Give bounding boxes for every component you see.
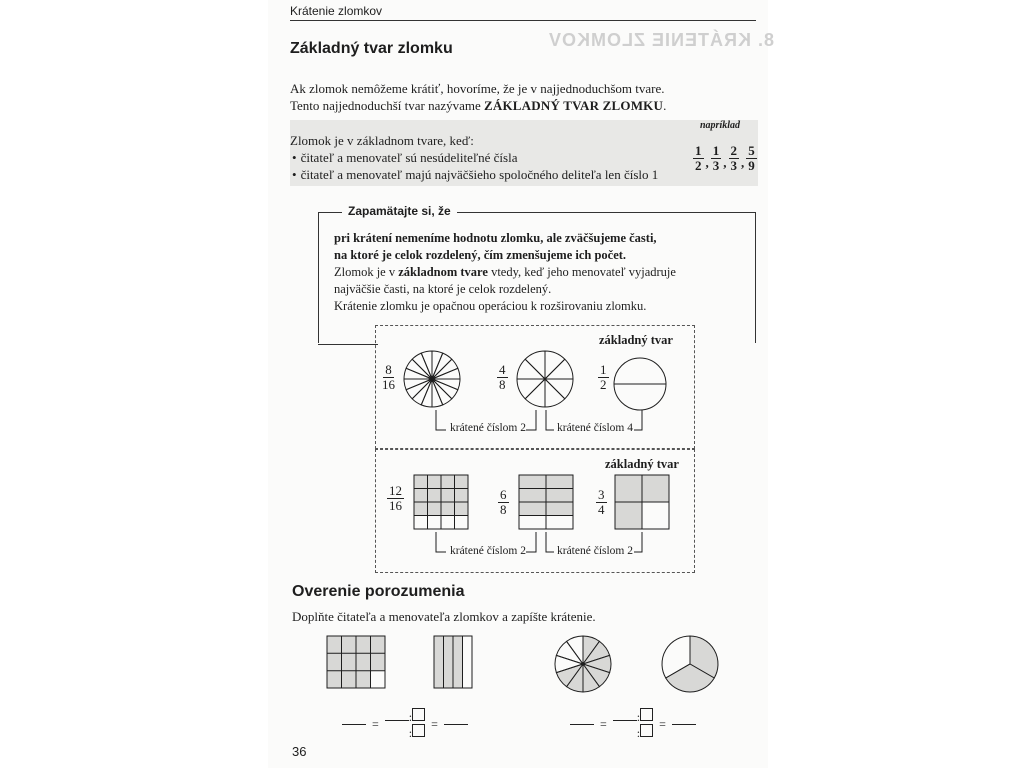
definition-text [290, 132, 690, 183]
divisor-box[interactable] [412, 708, 425, 721]
circle-2-parts [612, 356, 668, 412]
answer-fraction[interactable] [672, 723, 696, 726]
fraction-12-16: $\frac{12}{16}$ [389, 483, 402, 513]
reduction-inputs[interactable]: : : [613, 708, 653, 740]
basic-form-label: základný tvar [605, 457, 679, 471]
grid-8-parts [518, 474, 574, 530]
answer-row-right: = : : = [570, 708, 696, 740]
term-basic-form: ZÁKLADNÝ TVAR ZLOMKU [484, 98, 664, 113]
brace-label: krátené číslom 4 [557, 422, 634, 434]
example-fraction: $\frac{5}{9}$ [748, 143, 755, 173]
bleed-through-title: 8. KRÁTENIE ZLOMKOV [548, 30, 775, 50]
divisor-box[interactable] [412, 724, 425, 737]
exercise-grid-1 [326, 635, 386, 689]
grid-16-parts [413, 474, 469, 530]
remember-text [334, 230, 734, 315]
reduction-inputs[interactable]: : : [385, 708, 425, 740]
fraction-8-16: $\frac{8}{16}$ [382, 362, 395, 392]
example-fraction: $\frac{1}{3}$ [712, 143, 720, 173]
brace-label: krátené číslom 2 [557, 545, 634, 557]
answer-fraction[interactable] [342, 723, 366, 726]
example-fraction: $\frac{2}{3}$ [730, 143, 737, 173]
pie-sector [517, 379, 545, 399]
example-label: napríklad [700, 120, 741, 131]
definition-list [290, 149, 690, 183]
exercise-circle-3 [660, 634, 720, 694]
running-header: Krátenie zlomkov [290, 4, 383, 18]
pie-sector [517, 359, 545, 379]
intro-line-2: Tento najjednoduchší tvar nazývame ZÁKLADNÝ TVAR ZLOMKU. [290, 98, 667, 113]
circle-8-parts [515, 349, 575, 409]
remember-title: Zapamätajte si, že [342, 204, 457, 218]
answer-fraction[interactable] [444, 723, 468, 726]
fraction-6-8: $\frac{6}{8}$ [500, 487, 507, 517]
divisor-box[interactable] [640, 708, 653, 721]
pie-sector [525, 379, 545, 407]
definition-bullet: • čitateľ a menovateľ majú najväčšieho spoločného deliteľa len číslo 1 [302, 166, 690, 183]
intro-paragraph [290, 80, 710, 114]
answer-row-left: = : : = [342, 708, 468, 740]
fraction-1-2: $\frac{1}{2}$ [600, 362, 607, 392]
exercise-grid-2 [433, 635, 473, 689]
brace-label: krátené číslom 2 [450, 422, 527, 434]
remember-line-4: najväčšie časti, na ktoré je celok rozdelený. [334, 282, 552, 296]
pie-sector [545, 379, 573, 399]
grid-4-parts [614, 474, 670, 530]
pie-sector [545, 379, 565, 407]
definition-lead: Zlomok je v základnom tvare, keď: [290, 133, 474, 148]
fraction-3-4: $\frac{3}{4}$ [598, 487, 605, 517]
remember-line-3: Zlomok je v základnom tvare vtedy, keď jeho menovateľ vyjadruje [334, 265, 676, 279]
fraction-4-8: $\frac{4}{8}$ [499, 362, 506, 392]
check-instruction: Doplňte čitateľa a menovateľa zlomkov a zapíšte krátenie. [292, 609, 596, 624]
answer-fraction[interactable] [570, 723, 594, 726]
intro-line-1: Ak zlomok nemôžeme krátiť, hovoríme, že je v najjednoduchšom tvare. [290, 81, 665, 96]
page-number: 36 [292, 744, 307, 759]
pie-sector [525, 351, 545, 379]
remember-line-5: Krátenie zlomku je opačnou operáciou k rozširovaniu zlomku. [334, 299, 647, 313]
circle-16-parts [402, 349, 462, 409]
remember-line-1: pri krátení nemeníme hodnotu zlomku, ale zväčšujeme časti, [334, 231, 657, 245]
header-rule [290, 20, 756, 21]
divisor-box[interactable] [640, 724, 653, 737]
section-title: Základný tvar zlomku [290, 40, 453, 57]
check-title: Overenie porozumenia [292, 583, 465, 600]
example-fraction: $\frac{1}{2}$ [695, 143, 702, 173]
pie-sector [556, 641, 583, 664]
remember-line-2: na ktoré je celok rozdelený, čím zmenšujeme ich počet. [334, 248, 627, 262]
brace-label: krátené číslom 2 [450, 545, 527, 557]
basic-form-label: základný tvar [599, 333, 673, 347]
pie-sector [545, 351, 565, 379]
exercise-circle-10 [553, 634, 613, 694]
example-fractions: $\frac{1}{2}$ , $\frac{1}{3}$ , $\frac{2}{3}$ , $\frac{5}{9}$ [695, 143, 755, 173]
pie-sector [545, 359, 573, 379]
definition-bullet: • čitateľ a menovateľ sú nesúdeliteľné čísla [302, 149, 690, 166]
